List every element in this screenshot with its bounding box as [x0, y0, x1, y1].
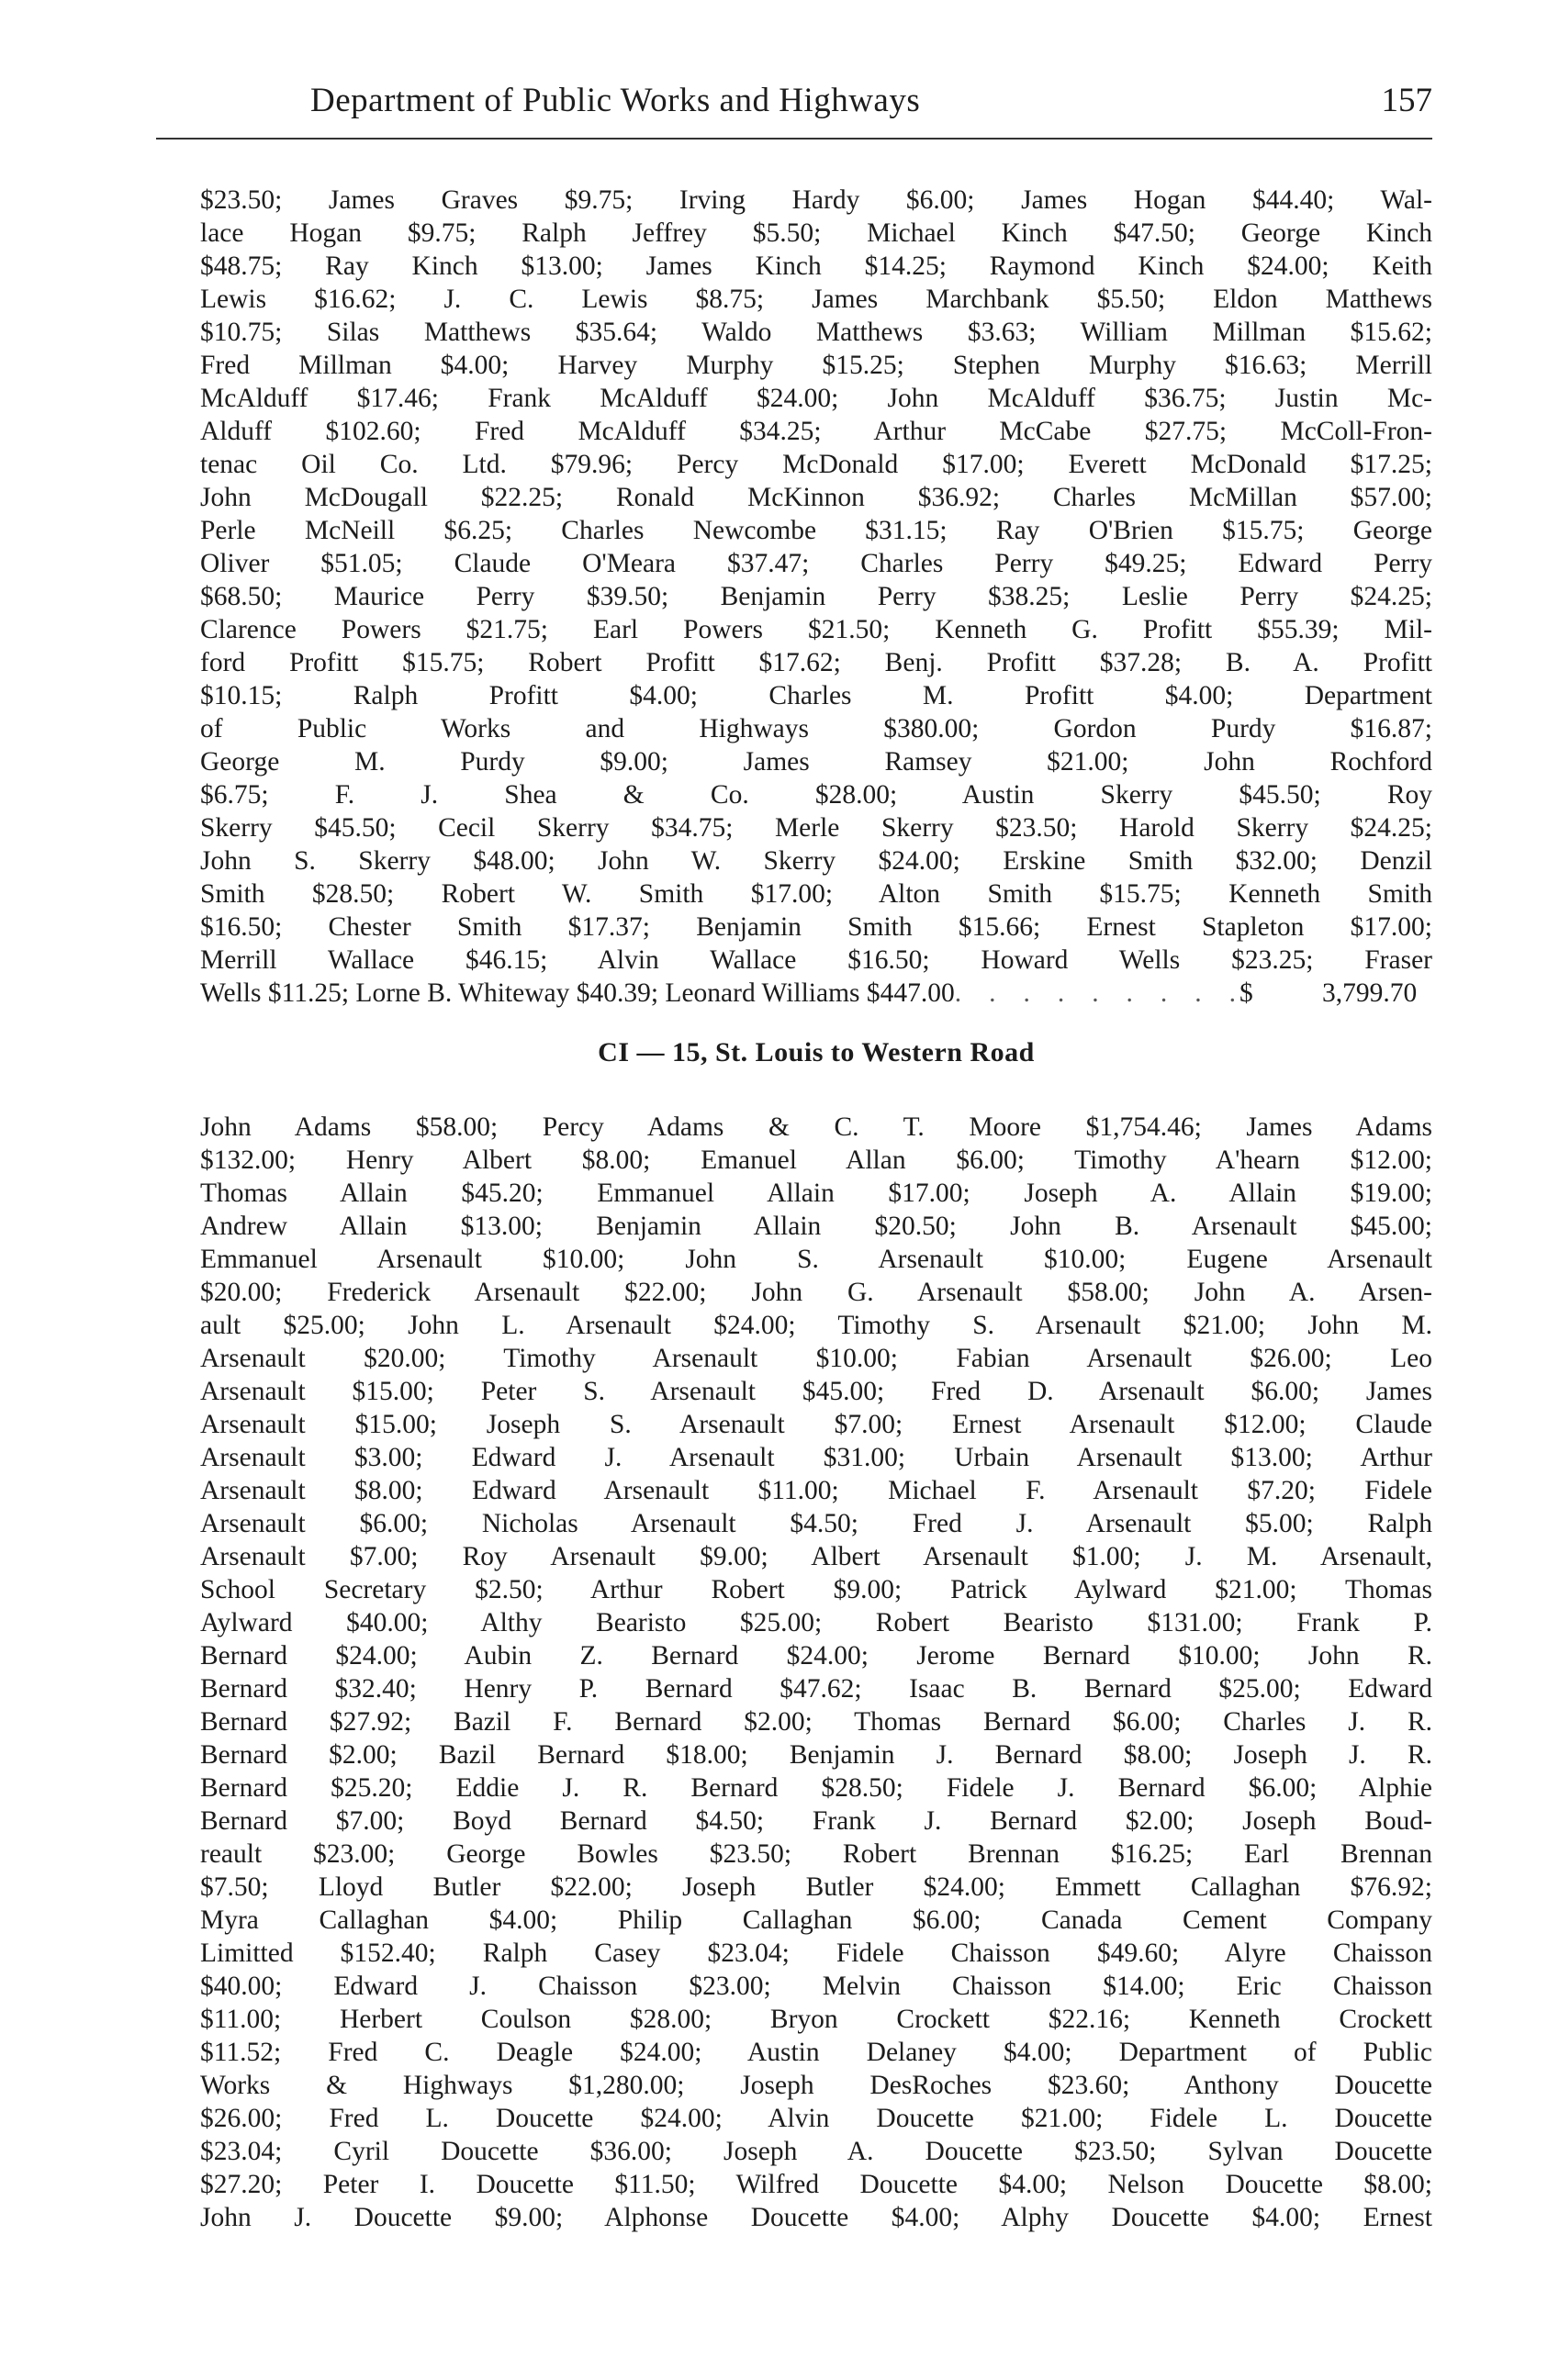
leader-dots: . . . . . . . . .	[954, 978, 1239, 1008]
text-line: $7.50; Lloyd Butler $22.00; Joseph Butler $24.00; Emmett Callaghan $76.92;	[200, 1872, 1432, 1902]
text-line: Emmanuel Arsenault $10.00; John S. Arsenault $10.00; Eugene Arsenault	[200, 1245, 1432, 1274]
header-rule	[156, 138, 1432, 140]
text-line: George M. Purdy $9.00; James Ramsey $21.00; John Rochford	[200, 747, 1432, 777]
text-line: Alduff $102.60; Fred McAlduff $34.25; Arthur McCabe $27.75; McColl-Fron-	[200, 417, 1432, 446]
text-line: Works & Highways $1,280.00; Joseph DesRoches $23.60; Anthony Doucette	[200, 2071, 1432, 2100]
text-line: Clarence Powers $21.75; Earl Powers $21.50; Kenneth G. Profitt $55.39; Mil-	[200, 615, 1432, 644]
text-line: McAlduff $17.46; Frank McAlduff $24.00; John McAlduff $36.75; Justin Mc-	[200, 384, 1432, 413]
header-title: Department of Public Works and Highways	[310, 82, 921, 119]
text-line: Arsenault $8.00; Edward Arsenault $11.00; Michael F. Arsenault $7.20; Fidele	[200, 1476, 1432, 1505]
text-line: $48.75; Ray Kinch $13.00; James Kinch $14.25; Raymond Kinch $24.00; Keith	[200, 251, 1432, 281]
text-line: tenac Oil Co. Ltd. $79.96; Percy McDonald $17.00; Everett McDonald $17.25;	[200, 450, 1432, 479]
text-line: Limitted $152.40; Ralph Casey $23.04; Fidele Chaisson $49.60; Alyre Chaisson	[200, 1939, 1432, 1968]
text-line: Arsenault $20.00; Timothy Arsenault $10.00; Fabian Arsenault $26.00; Leo	[200, 1344, 1432, 1373]
text-line: ault $25.00; John L. Arsenault $24.00; Timothy S. Arsenault $21.00; John M.	[200, 1311, 1432, 1340]
total-dollar-sign: $	[1239, 978, 1253, 1008]
text-line: Andrew Allain $13.00; Benjamin Allain $20.50; John B. Arsenault $45.00;	[200, 1212, 1432, 1241]
text-line: Perle McNeill $6.25; Charles Newcombe $31.15; Ray O'Brien $15.75; George	[200, 516, 1432, 545]
text-line: Bernard $7.00; Boyd Bernard $4.50; Frank J. Bernard $2.00; Joseph Boud-	[200, 1806, 1432, 1836]
text-line: John S. Skerry $48.00; John W. Skerry $24.00; Erskine Smith $32.00; Denzil	[200, 846, 1432, 876]
text-line: $40.00; Edward J. Chaisson $23.00; Melvin Chaisson $14.00; Eric Chaisson	[200, 1972, 1432, 2001]
running-header	[156, 81, 1432, 136]
text-line: ford Profitt $15.75; Robert Profitt $17.62; Benj. Profitt $37.28; B. A. Profitt	[200, 648, 1432, 677]
total-line-text: Wells $11.25; Lorne B. Whiteway $40.39; Leonard Williams $447.00	[200, 978, 955, 1008]
page-number: 157	[1381, 82, 1432, 119]
text-line: $11.00; Herbert Coulson $28.00; Bryon Crockett $22.16; Kenneth Crockett	[200, 2005, 1432, 2034]
text-line: Oliver $51.05; Claude O'Meara $37.47; Charles Perry $49.25; Edward Perry	[200, 549, 1432, 578]
text-line: $6.75; F. J. Shea & Co. $28.00; Austin Skerry $45.50; Roy	[200, 780, 1432, 810]
text-line: Fred Millman $4.00; Harvey Murphy $15.25; Stephen Murphy $16.63; Merrill	[200, 351, 1432, 380]
text-line: Arsenault $3.00; Edward J. Arsenault $31.00; Urbain Arsenault $13.00; Arthur	[200, 1443, 1432, 1472]
text-line: Merrill Wallace $46.15; Alvin Wallace $16.50; Howard Wells $23.25; Fraser	[200, 945, 1432, 975]
text-line: Arsenault $7.00; Roy Arsenault $9.00; Albert Arsenault $1.00; J. M. Arsenault,	[200, 1542, 1432, 1571]
text-line: reault $23.00; George Bowles $23.50; Robert Brennan $16.25; Earl Brennan	[200, 1839, 1432, 1869]
text-line: Skerry $45.50; Cecil Skerry $34.75; Merle Skerry $23.50; Harold Skerry $24.25;	[200, 813, 1432, 843]
text-line: John J. Doucette $9.00; Alphonse Doucette $4.00; Alphy Doucette $4.00; Ernest	[200, 2203, 1432, 2232]
text-line: $10.15; Ralph Profitt $4.00; Charles M. Profitt $4.00; Department	[200, 681, 1432, 710]
section-heading: CI — 15, St. Louis to Western Road	[598, 1037, 1035, 1067]
text-line: Myra Callaghan $4.00; Philip Callaghan $6.00; Canada Cement Company	[200, 1905, 1432, 1935]
text-line: Bernard $25.20; Eddie J. R. Bernard $28.50; Fidele J. Bernard $6.00; Alphie	[200, 1773, 1432, 1803]
text-line: $16.50; Chester Smith $17.37; Benjamin Smith $15.66; Ernest Stapleton $17.00;	[200, 912, 1432, 942]
text-line: School Secretary $2.50; Arthur Robert $9.00; Patrick Aylward $21.00; Thomas	[200, 1575, 1432, 1604]
text-line: Bernard $32.40; Henry P. Bernard $47.62; Isaac B. Bernard $25.00; Edward	[200, 1674, 1432, 1704]
text-line: of Public Works and Highways $380.00; Gordon Purdy $16.87;	[200, 714, 1432, 743]
text-line: Thomas Allain $45.20; Emmanuel Allain $17.00; Joseph A. Allain $19.00;	[200, 1179, 1432, 1208]
text-line: John Adams $58.00; Percy Adams & C. T. Moore $1,754.46; James Adams	[200, 1112, 1432, 1142]
text-line: Arsenault $6.00; Nicholas Arsenault $4.50; Fred J. Arsenault $5.00; Ralph	[200, 1509, 1432, 1538]
payment-list-block-section	[200, 1111, 1432, 2234]
text-line: Bernard $24.00; Aubin Z. Bernard $24.00; Jerome Bernard $10.00; John R.	[200, 1641, 1432, 1670]
text-line: Aylward $40.00; Althy Bearisto $25.00; Robert Bearisto $131.00; Frank P.	[200, 1608, 1432, 1637]
text-line: $20.00; Frederick Arsenault $22.00; John G. Arsenault $58.00; John A. Arsen-	[200, 1278, 1432, 1307]
text-line: $26.00; Fred L. Doucette $24.00; Alvin Doucette $21.00; Fidele L. Doucette	[200, 2104, 1432, 2133]
total-amount: 3,799.70	[1322, 978, 1418, 1008]
text-line: Arsenault $15.00; Joseph S. Arsenault $7.00; Ernest Arsenault $12.00; Claude	[200, 1410, 1432, 1439]
text-line: $68.50; Maurice Perry $39.50; Benjamin Perry $38.25; Leslie Perry $24.25;	[200, 582, 1432, 611]
text-line: $11.52; Fred C. Deagle $24.00; Austin Delaney $4.00; Department of Public	[200, 2038, 1432, 2067]
text-line: Lewis $16.62; J. C. Lewis $8.75; James Marchbank $5.50; Eldon Matthews	[200, 285, 1432, 314]
total-line	[200, 977, 1432, 1010]
payment-list-block	[200, 184, 1432, 977]
text-line: $27.20; Peter I. Doucette $11.50; Wilfred Doucette $4.00; Nelson Doucette $8.00;	[200, 2170, 1432, 2199]
text-line: Smith $28.50; Robert W. Smith $17.00; Alton Smith $15.75; Kenneth Smith	[200, 879, 1432, 909]
text-line: lace Hogan $9.75; Ralph Jeffrey $5.50; Michael Kinch $47.50; George Kinch	[200, 218, 1432, 248]
text-line: John McDougall $22.25; Ronald McKinnon $36.92; Charles McMillan $57.00;	[200, 483, 1432, 512]
text-line: $132.00; Henry Albert $8.00; Emanuel Allan $6.00; Timothy A'hearn $12.00;	[200, 1145, 1432, 1175]
text-line: $23.04; Cyril Doucette $36.00; Joseph A. Doucette $23.50; Sylvan Doucette	[200, 2137, 1432, 2166]
text-line: $10.75; Silas Matthews $35.64; Waldo Matthews $3.63; William Millman $15.62;	[200, 318, 1432, 347]
text-line: $23.50; James Graves $9.75; Irving Hardy $6.00; James Hogan $44.40; Wal-	[200, 185, 1432, 215]
text-line: Bernard $27.92; Bazil F. Bernard $2.00; Thomas Bernard $6.00; Charles J. R.	[200, 1707, 1432, 1737]
text-line: Arsenault $15.00; Peter S. Arsenault $45.00; Fred D. Arsenault $6.00; James	[200, 1377, 1432, 1406]
text-line: Bernard $2.00; Bazil Bernard $18.00; Benjamin J. Bernard $8.00; Joseph J. R.	[200, 1740, 1432, 1770]
